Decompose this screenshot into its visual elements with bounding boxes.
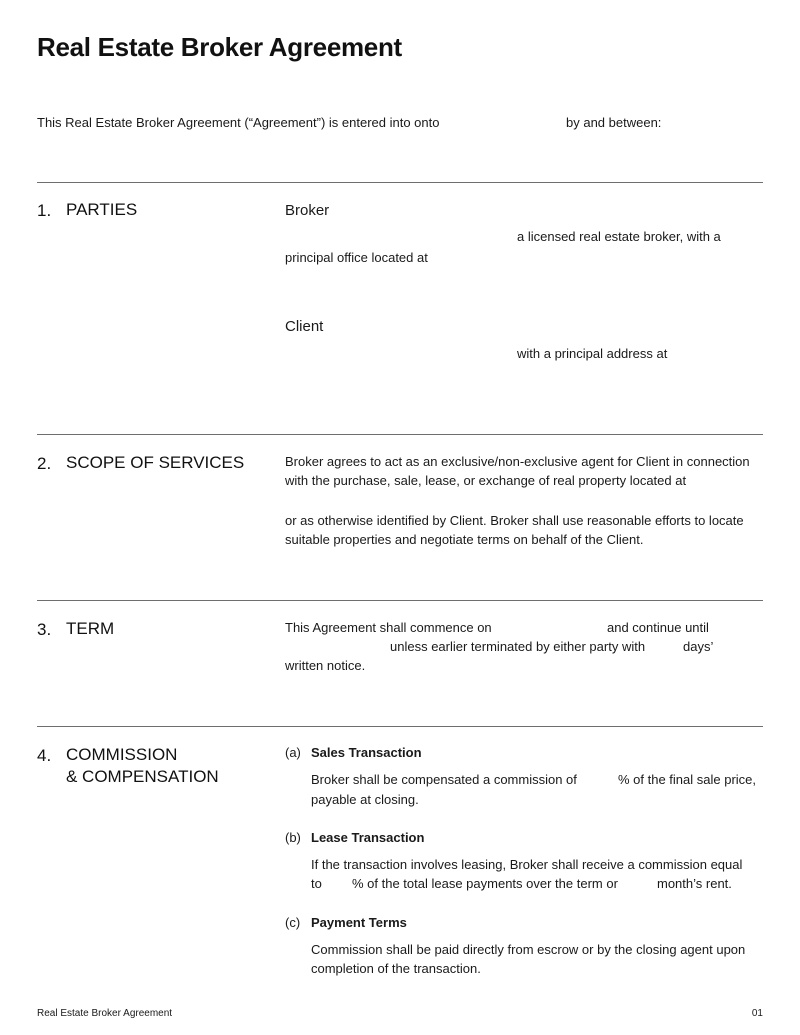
scope-text: or as otherwise identified by Client. Broker shall use reasonable efforts to locate: [285, 513, 744, 528]
commission-text: payable at closing.: [311, 792, 419, 807]
commission-text: % of the total lease payments over the term or: [352, 876, 618, 891]
subsection-marker: (a): [285, 745, 301, 760]
commission-text: month’s rent.: [657, 876, 732, 891]
section-number: 4.: [37, 746, 52, 765]
divider: [37, 182, 763, 183]
term-text: days’: [683, 639, 714, 654]
client-text: with a principal address at: [517, 346, 668, 361]
broker-text: a licensed real estate broker, with a: [517, 229, 721, 244]
term-text: unless earlier terminated by either party with: [390, 639, 646, 654]
divider: [37, 600, 763, 601]
subsection-heading-lease: Lease Transaction: [311, 830, 425, 845]
section-title-commission: COMMISSION: [66, 745, 178, 764]
section-title-scope: SCOPE OF SERVICES: [66, 453, 245, 472]
intro-text-end: by and between:: [566, 115, 662, 130]
commission-text: If the transaction involves leasing, Broker shall receive a commission equal: [311, 857, 743, 872]
scope-text: with the purchase, sale, lease, or exchange of real property located at: [285, 473, 687, 488]
subsection-marker: (c): [285, 915, 301, 930]
section-title-commission-line2: & COMPENSATION: [66, 767, 219, 786]
footer-title: Real Estate Broker Agreement: [37, 1008, 173, 1019]
scope-text: suitable properties and negotiate terms on behalf of the Client.: [285, 532, 644, 547]
client-label: Client: [285, 318, 324, 335]
scope-text: Broker agrees to act as an exclusive/non-exclusive agent for Client in connection: [285, 454, 750, 469]
intro-text: This Real Estate Broker Agreement (“Agreement”) is entered into onto: [37, 115, 440, 130]
section-title-parties: PARTIES: [66, 200, 138, 219]
subsection-heading-payment: Payment Terms: [311, 915, 407, 930]
page-title: Real Estate Broker Agreement: [37, 32, 402, 62]
subsection-heading-sales: Sales Transaction: [311, 745, 422, 760]
section-number: 2.: [37, 454, 52, 473]
divider: [37, 726, 763, 727]
commission-text: % of the final sale price,: [618, 772, 757, 787]
section-number: 1.: [37, 201, 52, 220]
term-text: and continue until: [607, 620, 709, 635]
broker-label: Broker: [285, 202, 330, 219]
commission-text: Commission shall be paid directly from escrow or by the closing agent upon: [311, 942, 746, 957]
commission-text: Broker shall be compensated a commission of: [311, 772, 577, 787]
commission-text: completion of the transaction.: [311, 961, 481, 976]
section-number: 3.: [37, 620, 52, 639]
term-text: written notice.: [285, 658, 366, 673]
page-number: 01: [751, 1008, 763, 1019]
term-text: This Agreement shall commence on: [285, 620, 492, 635]
broker-office-text: principal office located at: [285, 250, 428, 265]
divider: [37, 434, 763, 435]
commission-text: to: [311, 876, 322, 891]
subsection-marker: (b): [285, 830, 301, 845]
section-title-term: TERM: [66, 619, 115, 638]
